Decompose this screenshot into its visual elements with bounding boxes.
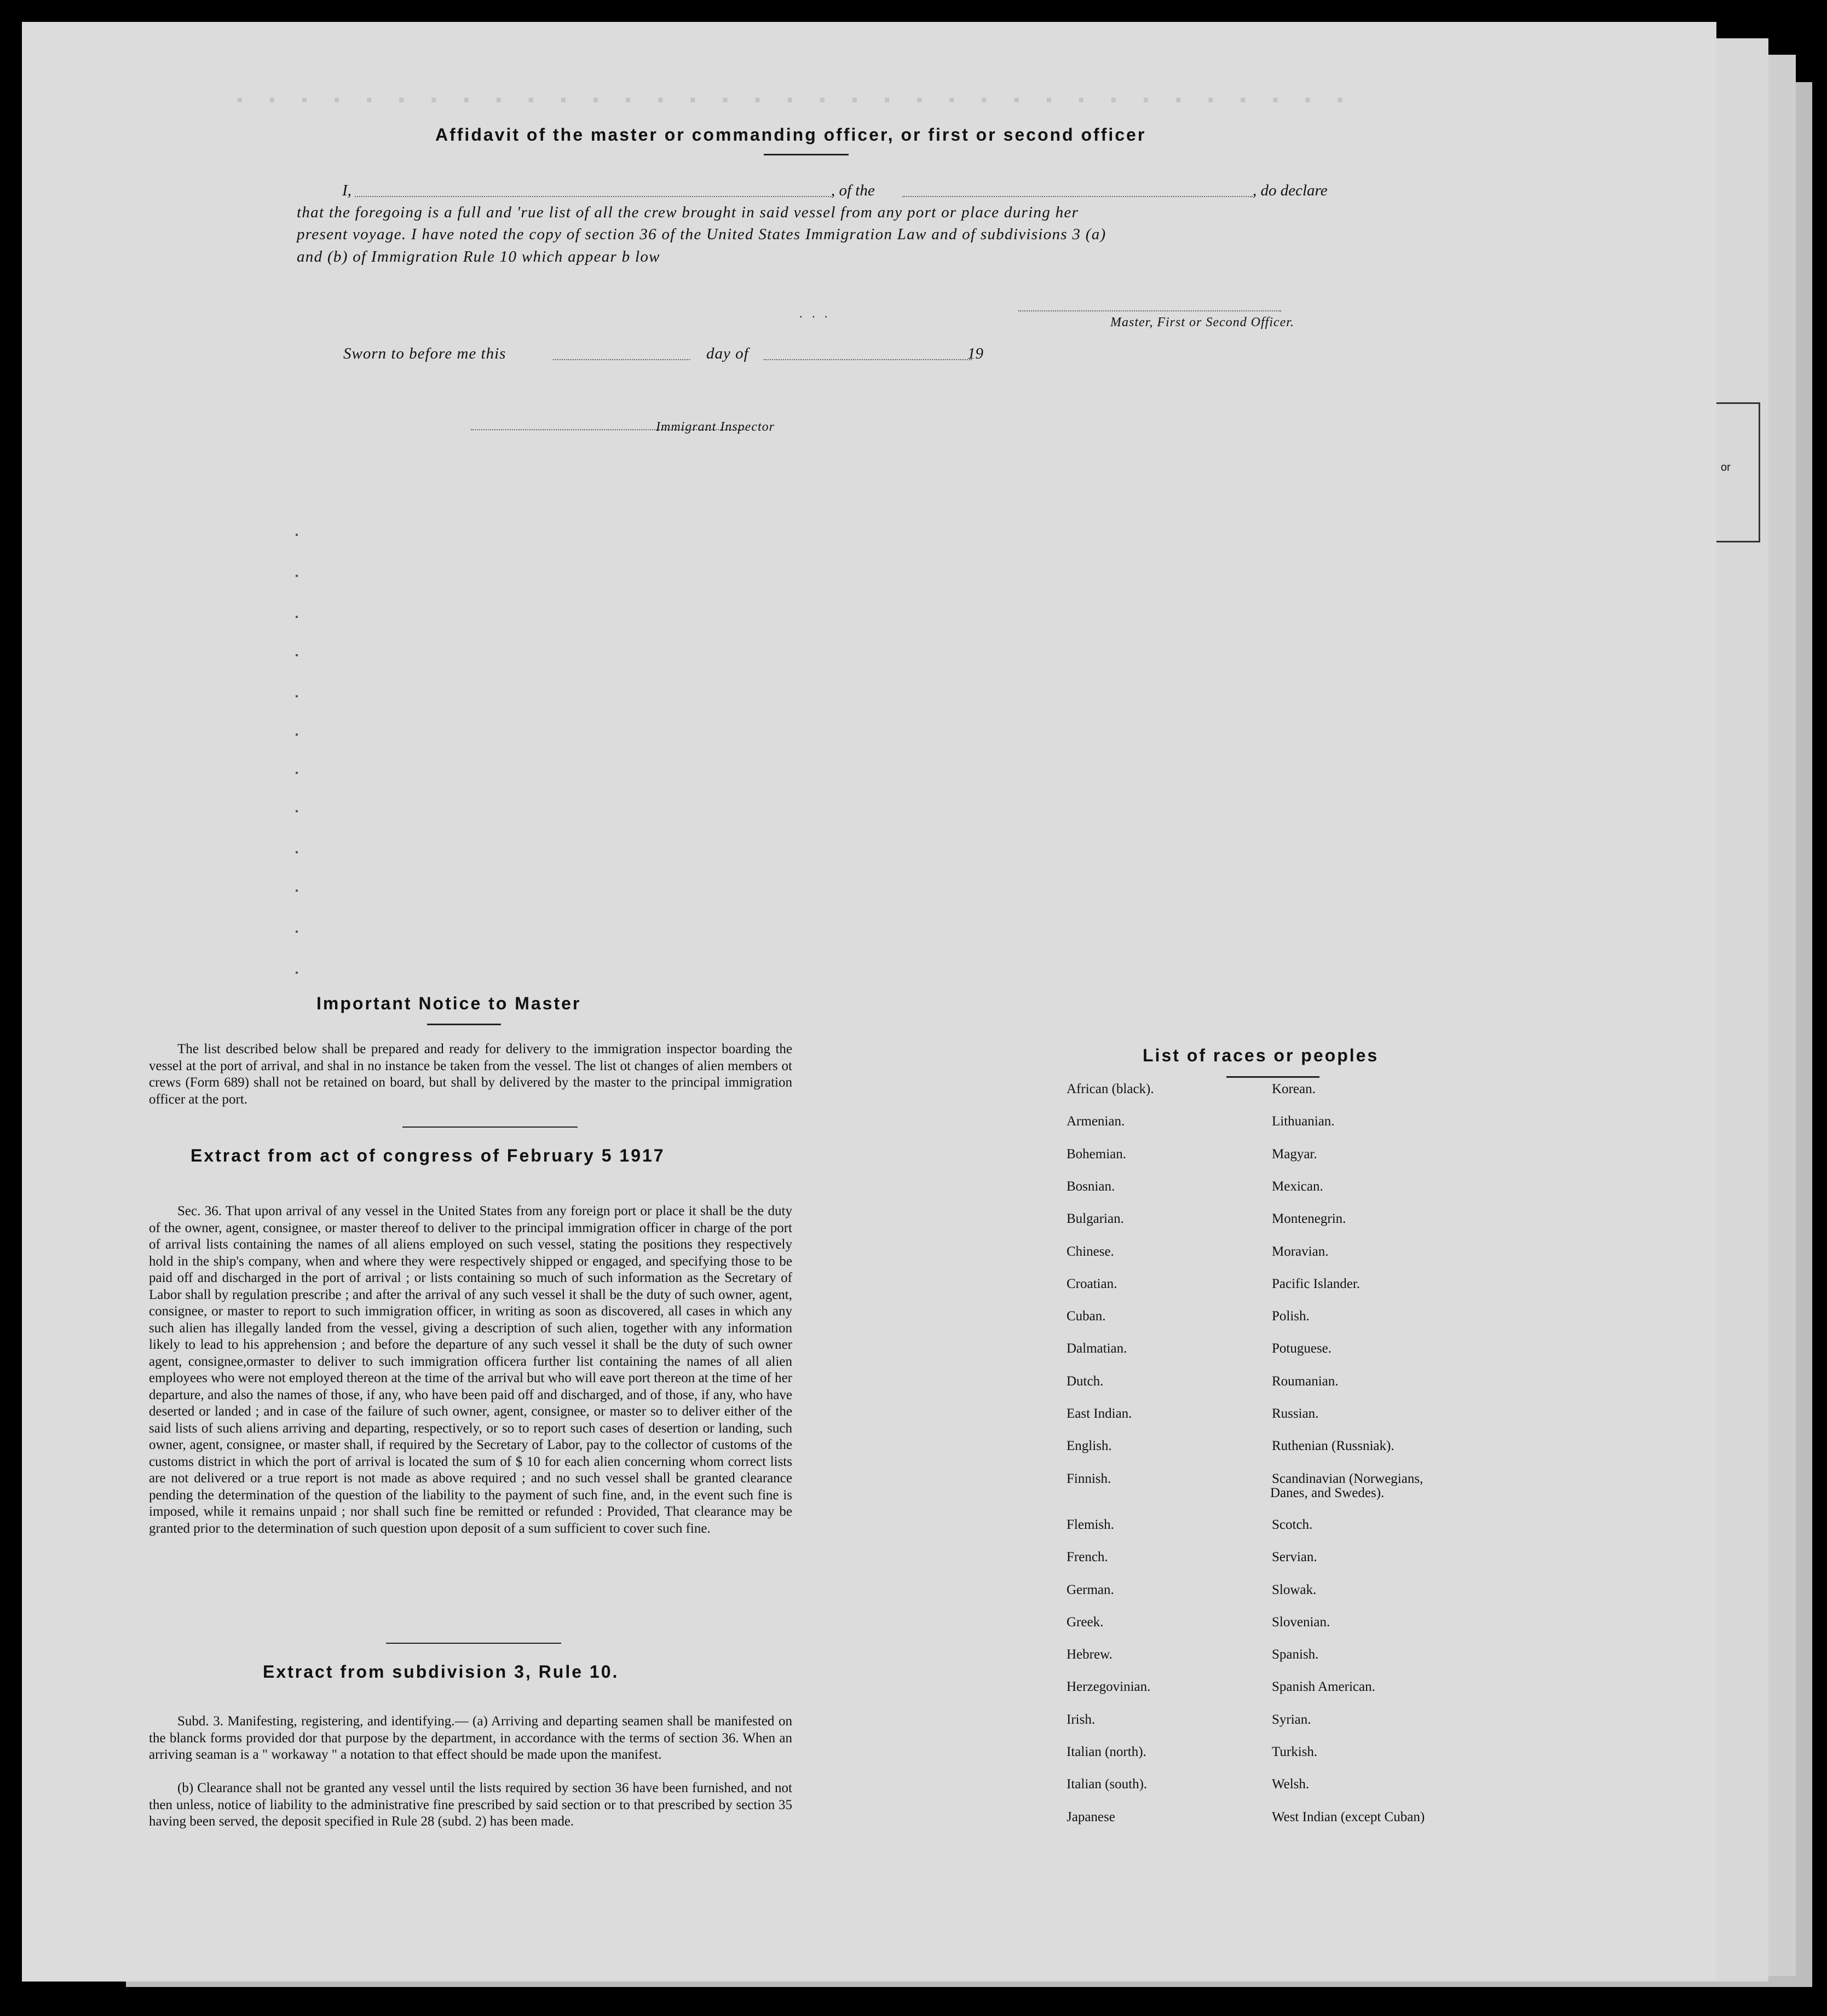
signature-dots: . . . — [799, 307, 831, 320]
race-item: Slovenian. — [1272, 1614, 1330, 1630]
section-divider — [402, 1127, 578, 1128]
affidavit-statement-1: that the foregoing is a full and 'rue list of all the crew brought in said vessel from any port or place during her — [297, 204, 1079, 221]
affidavit-statement-2: present voyage. I have noted the copy of section 36 of the United States Immigration Law and of subdivisions 3 (a) — [297, 226, 1106, 243]
race-item: Bulgarian. — [1067, 1211, 1124, 1227]
race-item: Hebrew. — [1067, 1647, 1113, 1662]
title-underline — [1226, 1076, 1319, 1078]
bleed-dot — [296, 575, 298, 577]
vessel-blank-line — [902, 196, 1253, 197]
race-item: Italian (north). — [1067, 1744, 1146, 1759]
sworn-prefix: Sworn to before me this — [343, 345, 506, 362]
race-item: Dalmatian. — [1067, 1341, 1127, 1356]
bleed-dot — [296, 772, 298, 774]
race-item: Moravian. — [1272, 1244, 1329, 1259]
rule-extract-para-a: Subd. 3. Manifesting, registering, and identifying.— (a) Arriving and departing seamen shall be manifested on the blanck forms provided dor that purpose by the department, in accordance with the terms of section 36. When an arriving seaman is a " workaway " a notation to that effect should be made upon the manifest. — [149, 1714, 792, 1762]
rule-extract-title: Extract from subdivision 3, Rule 10. — [263, 1662, 619, 1682]
race-item: Turkish. — [1272, 1744, 1318, 1759]
race-item: French. — [1067, 1550, 1108, 1565]
race-item: Lithuanian. — [1272, 1114, 1335, 1129]
bleed-dot — [296, 654, 298, 656]
rule-extract-para-b: (b) Clearance shall not be granted any vessel until the lists required by section 36 have been furnished, and not then unless, notice of liability to the administrative fine prescribed by said section or to that prescribed by section 35 having been served, the deposit specified in Rule 28 (subd. 2) has been made. — [149, 1781, 792, 1829]
race-item: Armenian. — [1067, 1114, 1125, 1129]
master-signature-label: Master, First or Second Officer. — [1110, 315, 1294, 330]
sworn-year: 19 — [967, 345, 983, 362]
bleed-dot — [296, 889, 298, 892]
affidavit-line-declare: , do declare — [1253, 182, 1328, 199]
title-underline — [427, 1024, 501, 1025]
race-item: Chinese. — [1067, 1244, 1114, 1259]
race-item: Flemish. — [1067, 1517, 1114, 1532]
race-item: Magyar. — [1272, 1146, 1317, 1162]
race-item: Finnish. — [1067, 1471, 1111, 1486]
day-blank-line — [553, 359, 690, 360]
bleed-through-text: . . . . . . . . . . . . . . . . . . . . . . . . . . . . . . . . . . . — [235, 74, 1352, 109]
bleed-dot — [296, 931, 298, 933]
affidavit-title: Affidavit of the master or commanding officer, or first or second officer — [435, 125, 1146, 145]
race-item: Polish. — [1272, 1309, 1310, 1324]
bleed-dot — [296, 534, 298, 536]
race-item: Pacific Islander. — [1272, 1276, 1361, 1291]
race-item: Irish. — [1067, 1712, 1096, 1727]
bleed-dot — [296, 810, 298, 812]
affidavit-line-i: I, — [342, 182, 351, 199]
race-item: Slowak. — [1272, 1582, 1317, 1597]
race-item: Servian. — [1272, 1550, 1317, 1565]
affidavit-statement-3: and (b) of Immigration Rule 10 which appear b low — [297, 248, 660, 265]
race-item: African (black). — [1067, 1082, 1154, 1096]
affidavit-line-of-the: , of the — [831, 182, 875, 199]
race-item: East Indian. — [1067, 1406, 1132, 1421]
signature-blank-line — [1018, 310, 1281, 311]
race-item: Korean. — [1272, 1082, 1316, 1096]
race-item: Italian (south). — [1067, 1777, 1148, 1792]
race-item: Herzegovinian. — [1067, 1679, 1151, 1695]
race-item: Scandinavian (Norwegians, — [1272, 1471, 1423, 1486]
race-item: Croatian. — [1067, 1276, 1117, 1291]
race-item: Mexican. — [1272, 1179, 1323, 1194]
race-item: West Indian (except Cuban) — [1272, 1809, 1425, 1824]
inspector-label: Immigrant Inspector — [656, 420, 775, 434]
sworn-day-label: day of — [706, 345, 749, 362]
notice-title: Important Notice to Master — [316, 993, 581, 1013]
act-extract-text: Sec. 36. That upon arrival of any vessel in the United States from any foreign port or place it shall be the duty of the owner, agent, consignee, or master thereof to deliver to the principal immigration officer in charge of the port of arrival lists containing the names of all aliens employed on such vessel, stating the positions they respectively hold in the ship's company, when and where they were respectively shipped or engaged, and specifying those to be paid off and discharged in the port of arrival ; or lists containing so much of such information as the Secretary of Labor shall by regulation prescribe ; and after the arrival of any such vessel it shall be the duty of such owner, agent, consignee, or master to report to such immigration officer, in writing as soon as discovered, all cases in which any such alien has illegally landed from the vessel, giving a description of such alien, together with any information likely to lead to his apprehension ; and before the departure of any such vessel it shall be the duty of such owner agent, consignee,ormaster to deliver to such immigration officera further list containing the names of all alien employees who were not employed thereon at the time of the arrival but who will eave port thereon at the time of her departure, and also the names of those, if any, who have been paid off and discharged, and of those, if any, who have deserted or landed ; and in case of the failure of such owner, agent, consignee, or master so to deliver either of the said lists of such aliens arriving and departing, respectively, or so to report such cases of desertion or landing, such owner, agent, consignee, or master shall, if required by the Secretary of Labor, pay to the collector of customs of the customs district in which the port of arrival is located the sum of $ 10 for each alien concerning whom correct lists are not delivered or a true report is not made as above required ; and no such vessel shall be granted clearance pending the determination of the question of the liability to the payment of such fine, and, in the event such fine is imposed, while it remains unpaid ; nor shall such fine be remitted or refunded : Provided, That clearance may be granted prior to the determination of such question upon deposit of a sum sufficient to cover such fine. — [149, 1204, 792, 1536]
title-underline — [764, 154, 849, 155]
bleed-dot — [296, 733, 298, 736]
act-extract-title: Extract from act of congress of February 5 1917 — [191, 1146, 665, 1165]
race-item: Montenegrin. — [1272, 1211, 1346, 1227]
race-item: Potuguese. — [1272, 1341, 1332, 1356]
race-item: Spanish. — [1272, 1647, 1319, 1662]
race-item: Roumanian. — [1272, 1373, 1339, 1389]
race-item: English. — [1067, 1439, 1112, 1454]
bleed-dot — [296, 616, 298, 618]
races-title: List of races or peoples — [1143, 1045, 1379, 1065]
race-item: Danes, and Swedes). — [1270, 1485, 1385, 1500]
race-item: Bosnian. — [1067, 1179, 1115, 1194]
race-item: Japanese — [1067, 1809, 1115, 1824]
race-item: Dutch. — [1067, 1373, 1104, 1389]
race-item: Cuban. — [1067, 1309, 1106, 1324]
document-page — [22, 22, 1716, 1982]
bleed-dot — [296, 851, 298, 853]
race-item: Scotch. — [1272, 1517, 1313, 1532]
margin-fragment-or: or — [1721, 461, 1731, 473]
notice-text: The list described below shall be prepared and ready for delivery to the immigration inspector boarding the vessel at the port of arrival, and shal in no instance be taken from the vessel. The list ot changes of alien members ot crews (Form 689) shall not be retained on board, but shall by delivered by the master to the principal immigration officer at the port. — [149, 1042, 792, 1107]
section-divider — [386, 1643, 561, 1644]
race-item: Russian. — [1272, 1406, 1319, 1421]
race-item: Ruthenian (Russniak). — [1272, 1439, 1394, 1454]
race-item: Greek. — [1067, 1614, 1104, 1630]
bleed-dot — [296, 695, 298, 697]
name-blank-line — [355, 196, 831, 197]
bleed-dot — [296, 972, 298, 974]
race-item: Syrian. — [1272, 1712, 1311, 1727]
race-item: German. — [1067, 1582, 1114, 1597]
race-item: Welsh. — [1272, 1777, 1310, 1792]
race-item: Bohemian. — [1067, 1146, 1127, 1162]
month-blank-line — [764, 359, 972, 360]
race-item: Spanish American. — [1272, 1679, 1375, 1695]
